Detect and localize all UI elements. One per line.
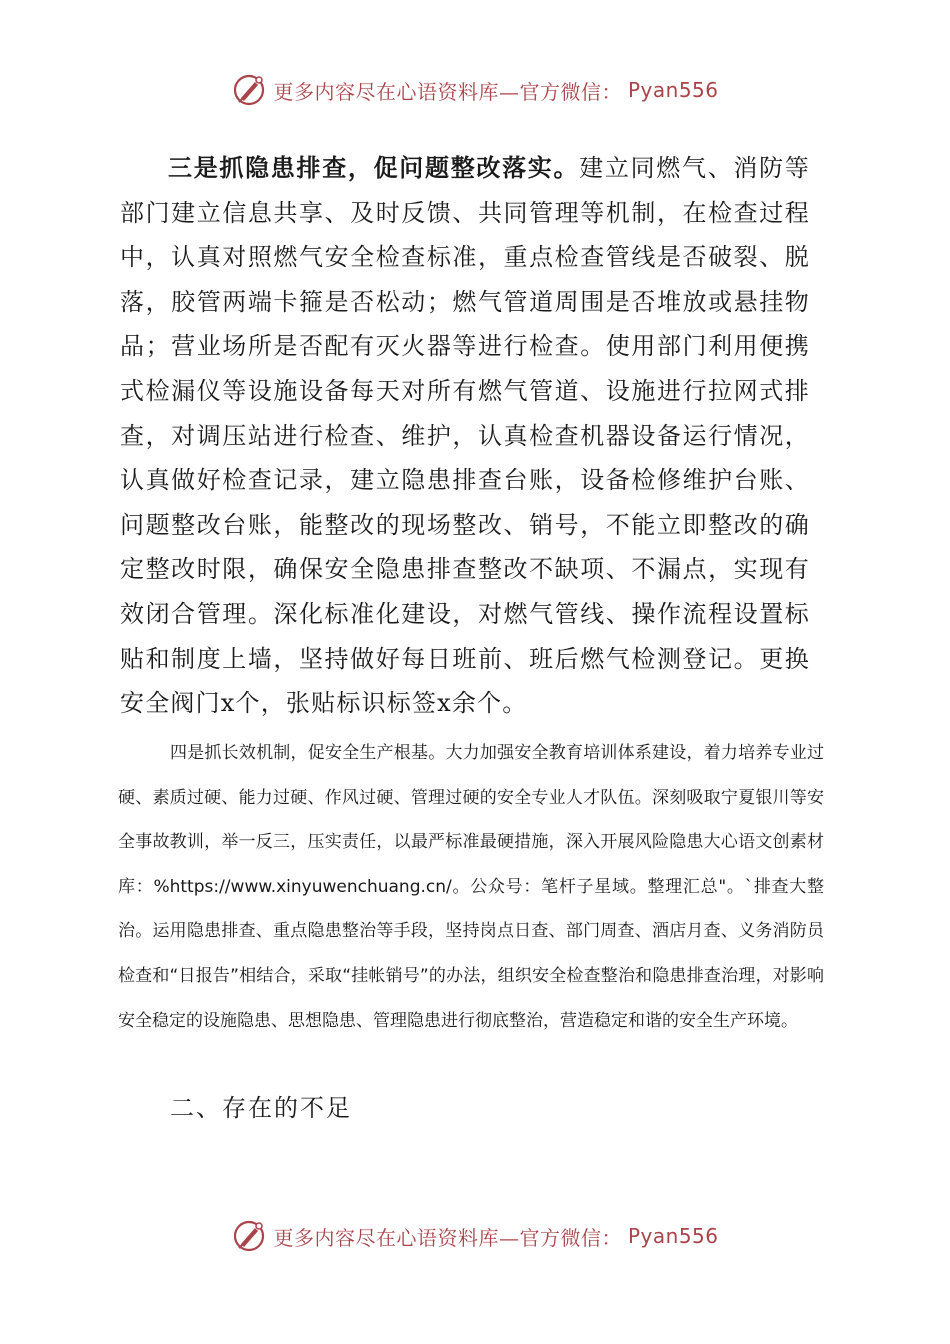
paragraph-three bbox=[120, 146, 810, 726]
paragraph-three-body: 建立同燃气、消防等部门建立信息共享、及时反馈、共同管理等机制，在检查过程中，认真对照燃气安全检查标准，重点检查管线是否破裂、脱落，胶管两端卡箍是否松动；燃气管道周围是否堆放或悬挂物品；营业场所是否配有灭火器等进行检查。使用部门利用便携式检漏仪等设施设备每天对所有燃气管道、设施进行拉网式排查，对调压站进行检查、维护，认真检查机器设备运行情况，认真做好检查记录，建立隐患排查台账，设备检修维护台账、问题整改台账，能整改的现场整改、销号，不能立即整改的确定整改时限，确保安全隐患排查整改不缺项、不漏点，实现有效闭合管理。深化标准化建设，对燃气管线、操作流程设置标贴和制度上墙，坚持做好每日班前、班后燃气检测登记。更换安全阀门x个，张贴标识标签x余个。 bbox=[120, 154, 810, 718]
section-heading: 二、存在的不足 bbox=[170, 1094, 352, 1122]
paragraph-four: 四是抓长效机制，促安全生产根基。大力加强安全教育培训体系建设，着力培养专业过硬、素质过硬、能力过硬、作风过硬、管理过硬的安全专业人才队伍。深刻吸取宁夏银川等安全事故教训，举一反三，压实责任，以最严标准最硬措施，深入开展风险隐患大心语文创素材库：%https://www.xinyuwenchuang.cn/。公众号：笔杆子星域。整理汇总"。`排查大整治。运用隐患排查、重点隐患整治等手段，坚持岗点日查、部门周查、酒店月查、义务消防员检查和“日报告”相结合，采取“挂帐销号”的办法，组织安全检查整治和隐患排查治理，对影响安全稳定的设施隐患、思想隐患、管理隐患进行彻底整治，营造稳定和谐的安全生产环境。 bbox=[118, 743, 824, 1031]
watermark-footer bbox=[0, 1218, 950, 1254]
watermark-wechat-id: Pyan556 bbox=[627, 78, 719, 102]
watermark-text: 更多内容尽在心语资料库—官方微信： bbox=[273, 79, 622, 104]
watermark-text: 更多内容尽在心语资料库—官方微信： bbox=[273, 1225, 622, 1250]
watermark-wechat-id: Pyan556 bbox=[627, 1224, 719, 1248]
watermark-header bbox=[0, 72, 950, 108]
pen-logo-icon bbox=[231, 72, 267, 108]
pen-logo-icon bbox=[231, 1218, 267, 1254]
paragraph-three-lead: 三是抓隐患排查，促问题整改落实。 bbox=[168, 153, 580, 182]
